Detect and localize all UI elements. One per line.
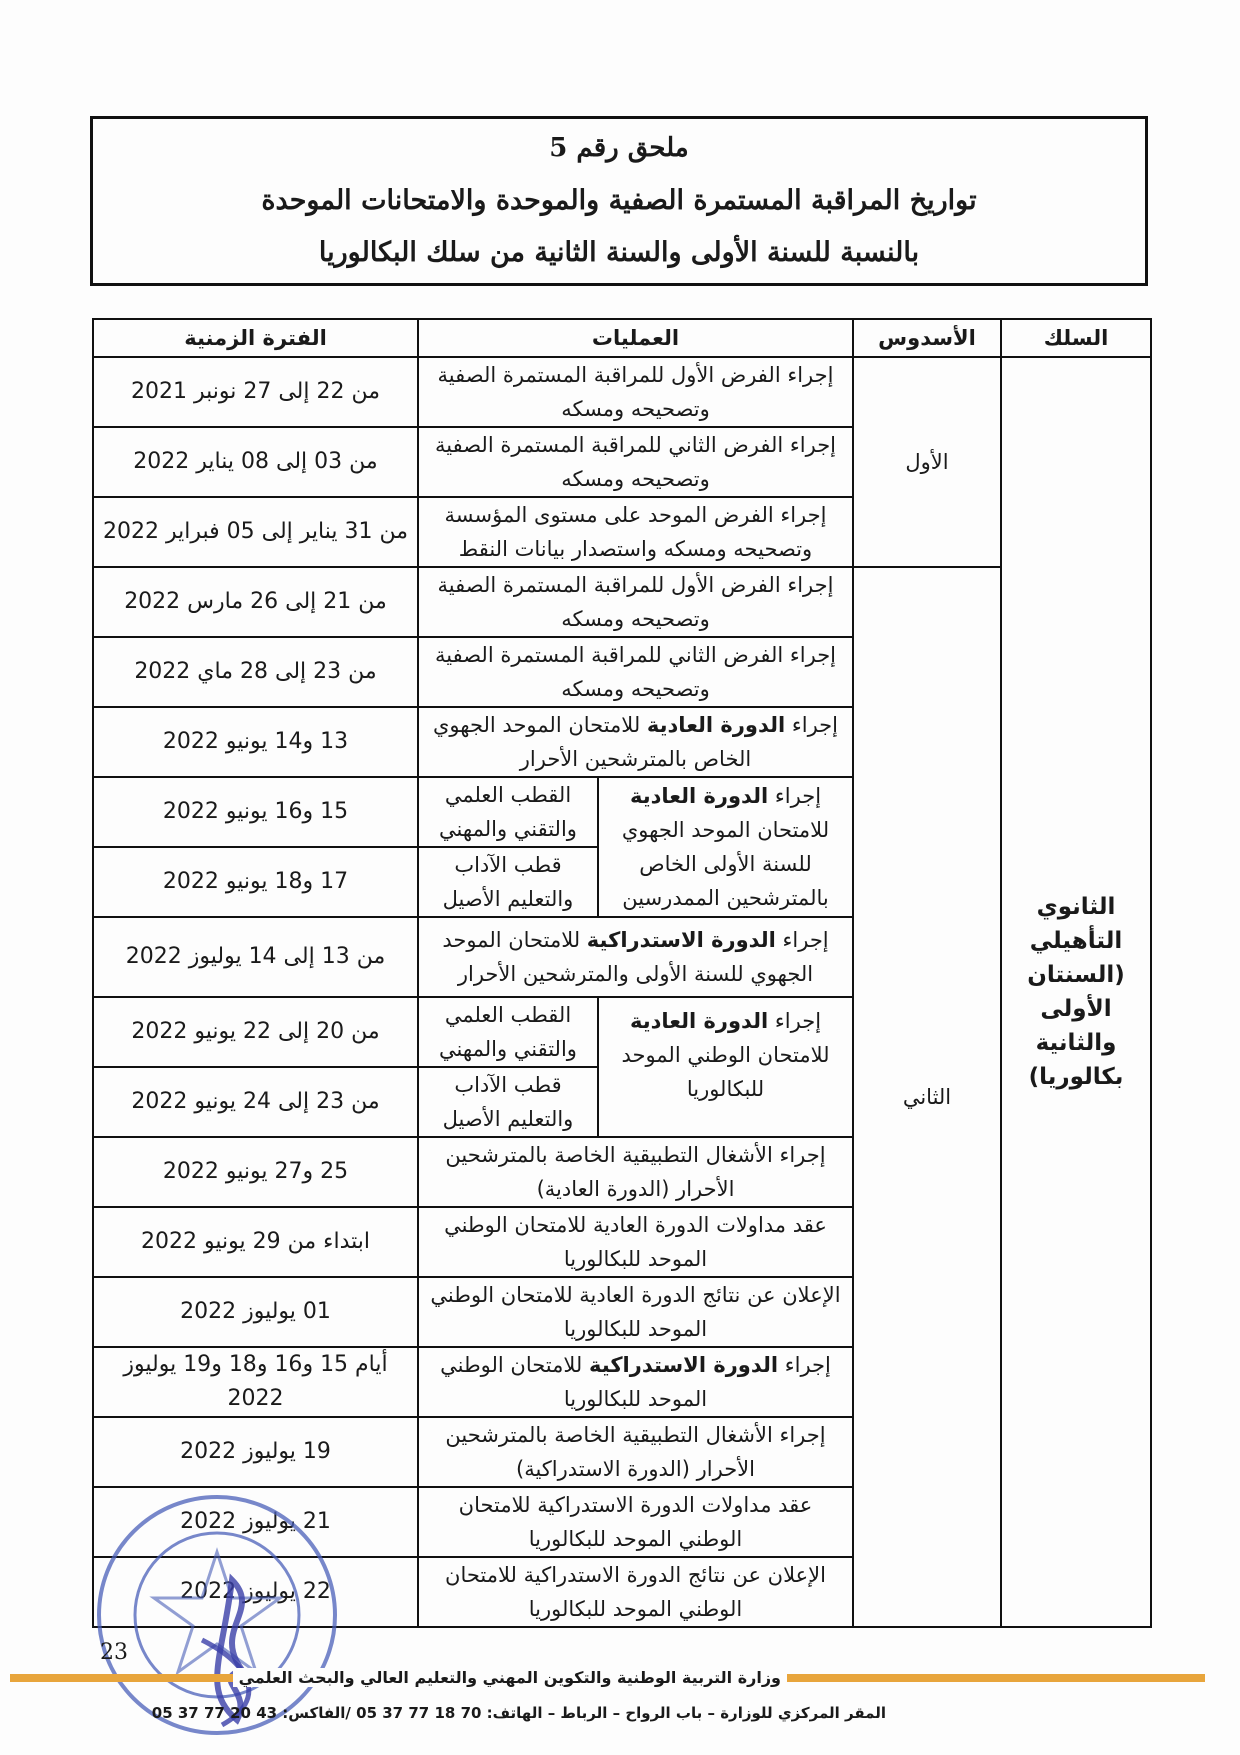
title-box — [90, 116, 1148, 286]
operation-cell: إجراء الدورة العادية للامتحان الموحد الجهوي للسنة الأولى الخاص بالمترشحين الممدرسين — [598, 777, 853, 917]
operation-cell: إجراء الفرض الثاني للمراقبة المستمرة الصفية وتصحيحه ومسكه — [418, 427, 853, 497]
period-cell: من 23 إلى 24 يونيو 2022 — [93, 1067, 418, 1137]
header-operations: العمليات — [418, 319, 853, 357]
period-cell: 22 يوليوز 2022 — [93, 1557, 418, 1627]
document-subtitle: بالنسبة للسنة الأولى والسنة الثانية من سلك البكالوريا — [318, 237, 920, 268]
header-cycle: السلك — [1001, 319, 1151, 357]
operation-cell: إجراء الفرض الأول للمراقبة المستمرة الصفية وتصحيحه ومسكه — [418, 567, 853, 637]
document-title: تواريخ المراقبة المستمرة الصفية والموحدة والامتحانات الموحدة — [261, 185, 977, 216]
period-cell: أيام 15 و16 و18 و19 يوليوز 2022 — [93, 1347, 418, 1417]
period-cell: 19 يوليوز 2022 — [93, 1417, 418, 1487]
period-cell: من 31 يناير إلى 05 فبراير 2022 — [93, 497, 418, 567]
annex-number: ملحق رقم 5 — [549, 133, 689, 163]
operation-cell: إجراء الأشغال التطبيقية الخاصة بالمترشحين الأحرار (الدورة الاستدراكية) — [418, 1417, 853, 1487]
semester-second-cell: الثاني — [853, 567, 1001, 1627]
operation-cell: إجراء الأشغال التطبيقية الخاصة بالمترشحين الأحرار (الدورة العادية) — [418, 1137, 853, 1207]
period-cell: من 21 إلى 26 مارس 2022 — [93, 567, 418, 637]
period-cell: 01 يوليوز 2022 — [93, 1277, 418, 1347]
period-cell: من 20 إلى 22 يونيو 2022 — [93, 997, 418, 1067]
pole-cell: القطب العلمي والتقني والمهني — [418, 777, 598, 847]
operation-cell: إجراء الفرض الموحد على مستوى المؤسسة وتصحيحه ومسكه واستصدار بيانات النقط — [418, 497, 853, 567]
schedule-table — [92, 318, 1152, 1628]
operation-cell: إجراء الدورة الاستدراكية للامتحان الوطني الموحد للبكالوريا — [418, 1347, 853, 1417]
operation-cell: إجراء الدورة الاستدراكية للامتحان الموحد الجهوي للسنة الأولى والمترشحين الأحرار — [418, 917, 853, 997]
operation-cell: عقد مداولات الدورة العادية للامتحان الوطني الموحد للبكالوريا — [418, 1207, 853, 1277]
header-period: الفترة الزمنية — [93, 319, 418, 357]
cycle-cell: الثانوي التأهيلي (السنتان الأولى والثانية بكالوريا) — [1001, 357, 1151, 1627]
operation-cell: إجراء الفرض الأول للمراقبة المستمرة الصفية وتصحيحه ومسكه — [418, 357, 853, 427]
operation-cell: الإعلان عن نتائج الدورة العادية للامتحان الوطني الموحد للبكالوريا — [418, 1277, 853, 1347]
pole-cell: قطب الآداب والتعليم الأصيل — [418, 1067, 598, 1137]
period-cell: 17 و18 يونيو 2022 — [93, 847, 418, 917]
footer-ministry: وزارة التربية الوطنية والتكوين المهني والتعليم العالي والبحث العلمي — [233, 1668, 787, 1687]
table-row — [93, 357, 1151, 427]
period-cell: 13 و14 يونيو 2022 — [93, 707, 418, 777]
operation-cell: عقد مداولات الدورة الاستدراكية للامتحان الوطني الموحد للبكالوريا — [418, 1487, 853, 1557]
operation-cell: إجراء الدورة العادية للامتحان الموحد الجهوي الخاص بالمترشحين الأحرار — [418, 707, 853, 777]
header-semester: الأسدوس — [853, 319, 1001, 357]
table-row — [93, 567, 1151, 637]
period-cell: من 23 إلى 28 ماي 2022 — [93, 637, 418, 707]
period-cell: من 22 إلى 27 نونبر 2021 — [93, 357, 418, 427]
table-header-row — [93, 319, 1151, 357]
period-cell: 15 و16 يونيو 2022 — [93, 777, 418, 847]
operation-cell: إجراء الفرض الثاني للمراقبة المستمرة الصفية وتصحيحه ومسكه — [418, 637, 853, 707]
official-stamp-icon — [92, 1490, 342, 1740]
pole-cell: القطب العلمي والتقني والمهني — [418, 997, 598, 1067]
footer-contact: المقر المركزي للوزارة – باب الرواح – الرباط – الهاتف: 70 18 77 37 05 /الفاكس: 43 20 77 37 05 — [151, 1704, 886, 1722]
operation-cell: إجراء الدورة العادية للامتحان الوطني الموحد للبكالوريا — [598, 997, 853, 1137]
page-number: 23 — [100, 1640, 128, 1665]
semester-first-cell: الأول — [853, 357, 1001, 567]
period-cell: 21 يوليوز 2022 — [93, 1487, 418, 1557]
operation-cell: الإعلان عن نتائج الدورة الاستدراكية للامتحان الوطني الموحد للبكالوريا — [418, 1557, 853, 1627]
period-cell: 25 و27 يونيو 2022 — [93, 1137, 418, 1207]
period-cell: من 03 إلى 08 يناير 2022 — [93, 427, 418, 497]
pole-cell: قطب الآداب والتعليم الأصيل — [418, 847, 598, 917]
period-cell: ابتداء من 29 يونيو 2022 — [93, 1207, 418, 1277]
period-cell: من 13 إلى 14 يوليوز 2022 — [93, 917, 418, 997]
